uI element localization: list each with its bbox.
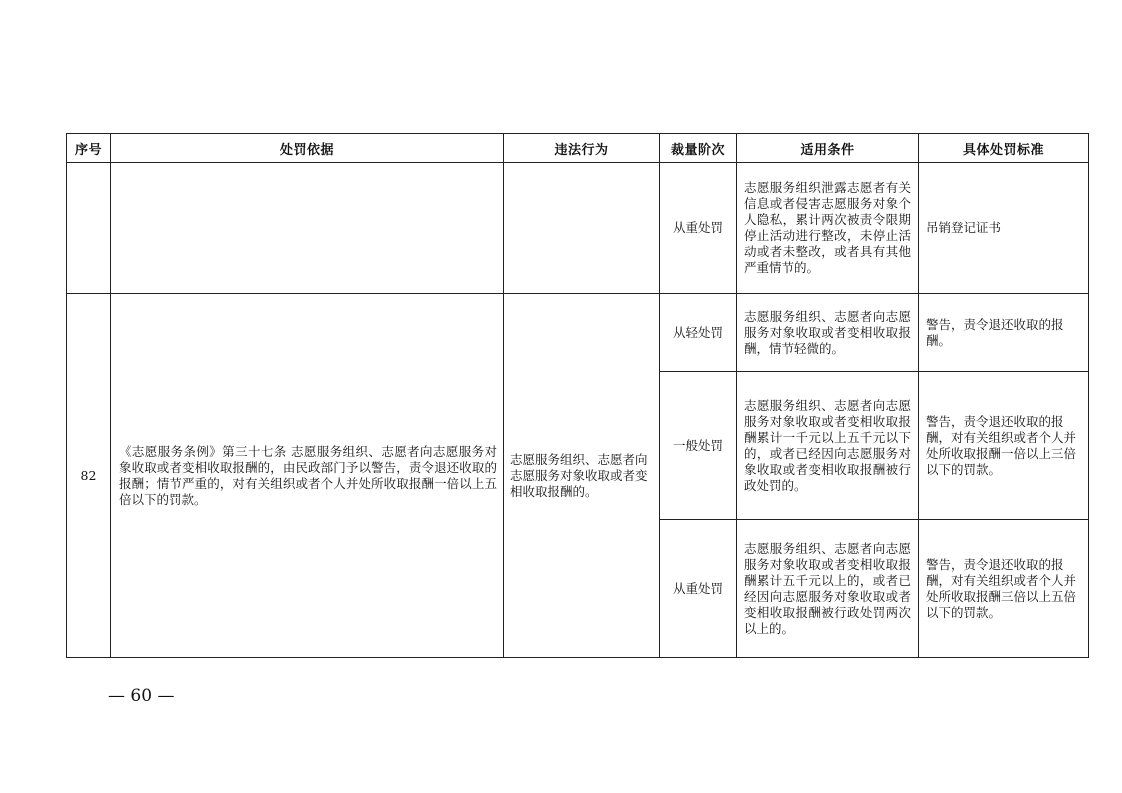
basis-cell [111, 294, 504, 658]
violation-cell [504, 294, 660, 658]
level-cell [660, 520, 737, 658]
basis-cell-empty [111, 163, 504, 294]
seq-cell [67, 294, 111, 658]
table-row [67, 163, 1089, 294]
header-basis: 处罚依据 [111, 134, 504, 163]
standard-text: 警告，责令退还收取的报酬。 [926, 316, 1064, 348]
condition-text: 志愿服务组织、志愿者向志愿服务对象收取或者变相收取报酬累计五千元以上的，或者已经因向志愿服务对象收取或者变相收取报酬被行政处罚两次以上的。 [744, 540, 911, 636]
condition-cell [737, 372, 919, 520]
level-cell [660, 372, 737, 520]
header-violation: 违法行为 [504, 134, 660, 163]
condition-cell [737, 520, 919, 658]
seq-cell-empty [67, 163, 111, 294]
standard-cell [919, 520, 1089, 658]
standard-text: 吊销登记证书 [926, 220, 1002, 235]
standard-text: 警告，责令退还收取的报酬，对有关组织或者个人并处所收取报酬一倍以上三倍以下的罚款。 [926, 413, 1077, 477]
penalty-table [66, 133, 1089, 658]
standard-cell [919, 294, 1089, 372]
condition-text: 志愿服务组织、志愿者向志愿服务对象收取或者变相收取报酬，情节轻微的。 [744, 308, 911, 356]
level-text: 从重处罚 [672, 220, 723, 235]
page-number: — 60 — [108, 686, 175, 706]
header-standard: 具体处罚标准 [919, 134, 1089, 163]
standard-cell [919, 372, 1089, 520]
condition-text: 志愿服务组织泄露志愿者有关信息或者侵害志愿服务对象个人隐私，累计两次被责令限期停止活动进行整改，未停止活动或者未整改，或者具有其他严重情节的。 [744, 180, 911, 275]
header-condition: 适用条件 [737, 134, 919, 163]
table-header-row [67, 134, 1089, 163]
condition-cell [737, 294, 919, 372]
seq-number: 82 [80, 467, 97, 483]
level-text: 从重处罚 [672, 580, 723, 596]
level-cell [660, 163, 737, 294]
standard-cell [919, 163, 1089, 294]
level-text: 从轻处罚 [672, 324, 723, 340]
header-seq: 序号 [67, 134, 111, 163]
condition-text: 志愿服务组织、志愿者向志愿服务对象收取或者变相收取报酬累计一千元以上五千元以下的，或者已经因向志愿服务对象收取或者变相收取报酬被行政处罚的。 [744, 397, 911, 493]
basis-text: 《志愿服务条例》第三十七条 志愿服务组织、志愿者向志愿服务对象收取或者变相收取报酬的，由民政部门予以警告，责令退还收取的报酬；情节严重的，对有关组织或者个人并处所收取报酬一倍以上五倍以下的罚款。 [119, 443, 497, 507]
standard-text: 警告，责令退还收取的报酬，对有关组织或者个人并处所收取报酬三倍以上五倍以下的罚款。 [926, 556, 1077, 620]
header-level: 裁量阶次 [660, 134, 737, 163]
violation-cell-empty [504, 163, 660, 294]
level-cell [660, 294, 737, 372]
table-row [67, 294, 1089, 372]
condition-cell [737, 163, 919, 294]
level-text: 一般处罚 [672, 437, 723, 453]
violation-text: 志愿服务组织、志愿者向志愿服务对象收取或者变相收取报酬的。 [510, 451, 648, 499]
